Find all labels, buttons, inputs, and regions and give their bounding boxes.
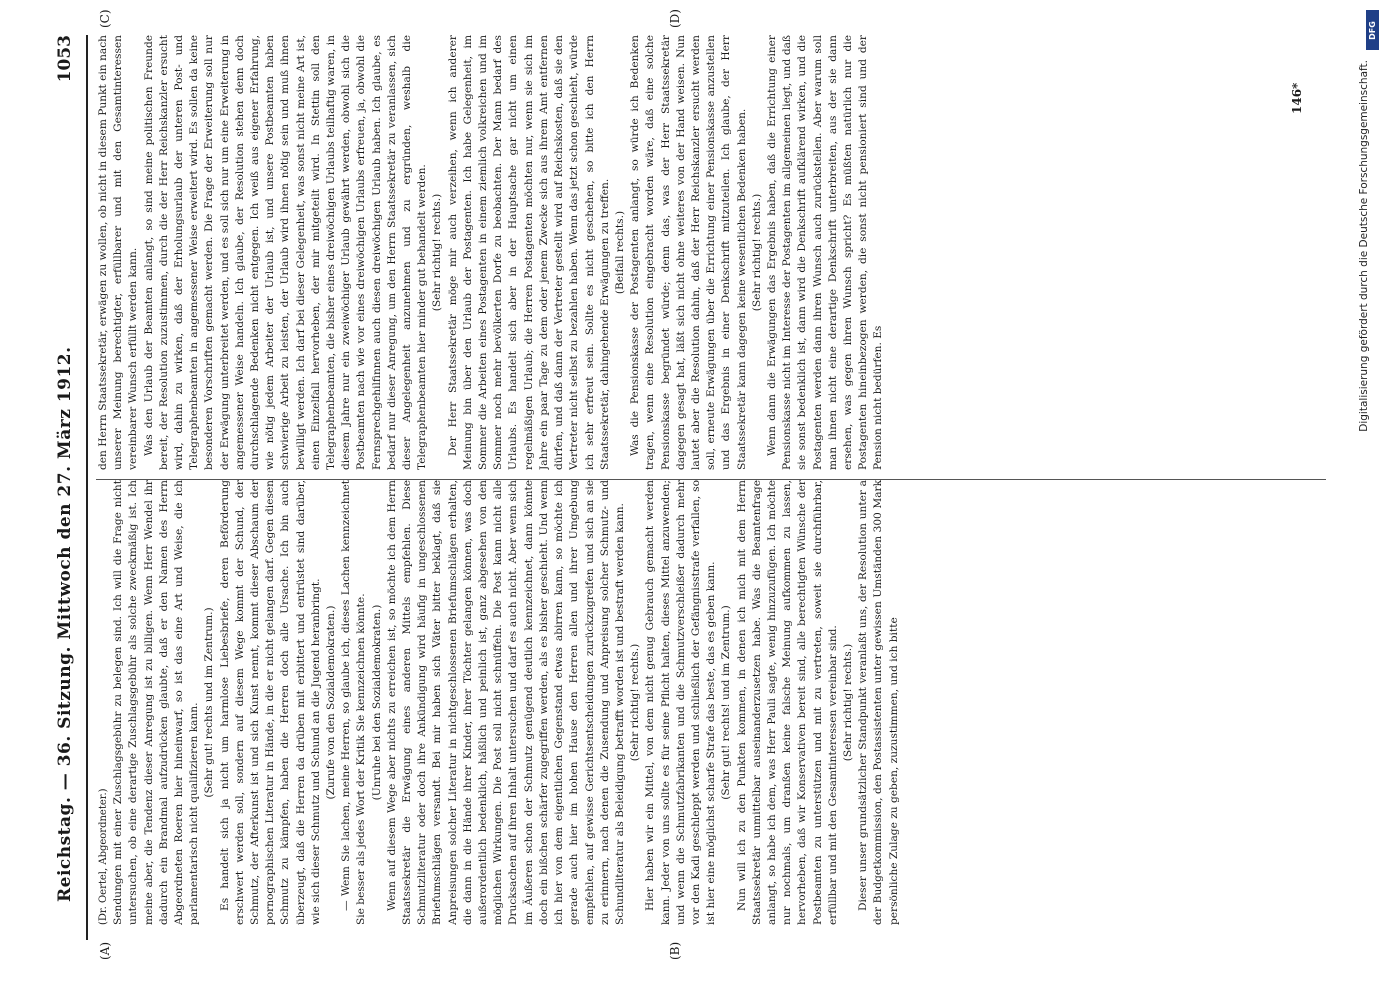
running-head: Reichstag. — 36. Sitzung. Mittwoch den 27. März 1912.: [55, 346, 75, 902]
paragraph: Nun will ich zu den Punkten kommen, in denen ich mich mit dem Herrn Staatssekretär unmittelbar auseinanderzusetzen habe. Was die Beamtenfrage anlangt, so habe ich dem, was Herr Pauli sagte, wenig hinzuzufügen. Ich möchte nur nochmals, um dranßen keine falsche Meinung aufkommen zu lassen, hervorheben, daß wir Konservativen bereit sind, alle berechtigten Wünsche der Postbeamten zu unterstützen und mit zu vertreten, soweit sie durchführbar, erfüllbar und mit den Gesamtinteressen vereinbar sind.: [735, 480, 839, 925]
interjection: (Beifall rechts.): [613, 210, 626, 295]
margin-marker-c: (C): [98, 9, 112, 28]
margin-marker-b: (B): [668, 941, 682, 960]
header-rule: [86, 35, 88, 940]
paragraph: Der Herr Staatssekretär möge mir auch verzeihen, wenn ich anderer Meinung bin über den Urlaub der Postagenten. Ich habe Gelegenheit, im Sommer die Arbeiten eines Postagenten in einem ziemlich volkreichen und im Sommer noch mehr bevölkerten Dorfe zu beobachten. Der Mann bedarf des Urlaubs. Es handelt sich aber in der Hauptsache gar nicht um einen regelmäßigen Urlaub; die Herren Postagenten möchten nur, wenn sie sich im Jahre ein paar Tage zu dem oder jenem Zwecke sich aus ihrem Amt entfernen dürfen, und daß dann der Vertreter gestellt wird auf Reichskosten, daß sie den Vertreter nicht selbst zu bezahlen haben. Wenn das jetzt schon geschieht, würde ich sehr erfreut sein. Sollte es nicht geschehen, so bitte ich den Herrn Staatssekretär, dahingehende Erwägungen zu treffen.: [446, 35, 611, 470]
interjection: (Unruhe bei den Sozialdemokraten.): [370, 604, 383, 801]
page-header: [55, 35, 85, 960]
paragraph: Sendungen mit einer Zuschlagsgebühr zu belegen sind. Ich will die Frage nicht untersuchen, ob eine derartige Zuschlagsgebühr als solche zweckmäßig ist. Ich meine aber, die Tendenz dieser Anregung ist zu billigen. Wenn Herr Wendel ihr dadurch ein Brandmal aufzudrücken glaubte, daß er den Namen des Herrn Abgeordneten Roeren hier hineinwarf, so ist das eine Art und Weise, die ich parlamentarisch nicht qualifizieren kann.: [112, 480, 201, 925]
paragraph: — Wenn Sie lachen, meine Herren, so glaube ich, dieses Lachen kennzeichnet Sie besser als jedes Wort der Kritik Sie kennzeichnen könnte.: [340, 480, 368, 925]
paragraph: Wenn dann die Erwägungen das Ergebnis haben, daß die Errichtung einer Pensionskasse nicht im Interesse der Postagenten im allgemeinen liegt, und daß sie sonst bedenklich ist, dann wird die Denkschrift aufklärend wirken, und die Postagenten werden dann ihren Wunsch auch zurückstellen. Aber warum soll man ihnen nicht eine derartige Denkschrift unterbreiten, aus der sie dann ersehen, was gegen ihren Wunsch spricht? Es müßten natürlich nur die Postagenten hineinbezogen werden, die sonst nicht pensioniert sind und der Pension nicht bedürfen. Es: [765, 35, 885, 470]
dfg-logo: [1366, 10, 1379, 50]
interjection: (Sehr richtig! rechts.): [629, 643, 642, 762]
interjection: (Sehr richtig! rechts.): [431, 193, 444, 312]
paragraph: Wenn auf diesem Wege aber nichts zu erreichen ist, so möchte ich dem Herrn Staatssekretär die Erwägung eines anderen Mittels empfehlen. Diese Schmutzliteratur oder doch ihre Ankündigung wird häufig in ungeschlossenen Briefumschlägen versandt. Bei mir haben sich Väter bitter beklagt, daß sie Anpreisungen solcher Literatur in nichtgeschlossenen Briefumschlägen erhalten, die dann in die Hände ihrer Kinder, ihrer Töchter gelangen können, was doch außerordentlich bedenklich, häßlich und peinlich ist, ganz abgesehen von den möglichen Wirkungen. Die Post soll nicht schnüffeln. Die Post kann nicht alle Drucksachen auf ihren Inhalt untersuchen und darf es auch nicht. Aber wenn sich im Äußeren schon der Schmutz genügend deutlich kennzeichnet, dann könnte doch ein bißchen schärfer zugegriffen werden, als es bisher geschieht. Und wenn ich hier von dem eigentlichen Gegenstand etwas abirren kann, so möchte ich gerade auch hier im hohen Hause den Herren allen und ihrer Umgebung empfehlen, auf gewisse Gerichtsentscheidungen zurückzugreifen und sich an sie zu erinnern, nach denen die Zusendung und Anpreisung solcher Schmutz- und Schundliteratur als Beleidigung betrafft worden ist und bestraft werden kann.: [385, 480, 626, 925]
paragraph: den Herrn Staatssekretär, erwägen zu wollen, ob nicht in diesem Punkt ein nach unserer Meinung berechtigter, erfüllbarer und mit den Gesamtinteressen vereinbarer Wunsch erfüllt werden kann.: [97, 35, 140, 470]
interjection: (Sehr gut! rechts! und im Zentrum.): [720, 605, 733, 800]
paragraph: Was den Urlaub der Beamten anlangt, so sind meine politischen Freunde bereit, der Resolution zuzustimmen, durch die der Herr Reichskanzler ersucht wird, dahin zu wirken, daß der Erholungsurlaub der unteren Post- und Telegraphenbeamten in angemessener Weise erweitert wird. Es sollen da keine besonderen Vorschriften gemacht werden. Die Frage der Erweiterung soll nur der Erwägung unterbreitet werden, und es soll sich nur um eine Erweiterung in angemessener Weise handeln. Ich glaube, der Resolution stehen denn doch durchschlagende Bedenken nicht entgegen. Ich weiß aus eigener Erfahrung, wie nötig jedem Arbeiter der Urlaub ist, und unsere Postbeamten haben schwierige Arbeit zu leisten, der Urlaub wird ihnen nötig sein und muß ihnen bewilligt werden. Ich darf bei dieser Gelegenheit, was sonst nicht meine Art ist, einen Einzelfall hervorheben, der mir mitgeteilt wird. In Stettin soll den Telegraphenbeamten, die bisher eines dreiwöchigen Urlaubs teilhaftig waren, in diesem Jahre nur ein zweiwöchiger Urlaub gewährt werden, obwohl sich die Postbeamten nach wie vor eines dreiwöchigen Urlaubs erfreuen, ja, obwohl die Fernsprechgehilfinnen auch diesen dreiwöchigen Urlaub haben. Ich glaube, es bedarf nur dieser Anregung, um den Herrn Staatssekretär zu veranlassen, sich dieser Angelegenheit anzunehmen und zu ergründen, weshalb die Telegraphenbeamten hier minder gut behandelt werden.: [142, 35, 429, 470]
paragraph: Hier haben wir ein Mittel, von dem nicht genug Gebrauch gemacht werden kann. Jeder von uns sollte es für seine Pflicht halten, dieses Mittel anzuwenden; und wenn die Schmutzfabrikanten und die Schmutzverschleißer dadurch mehr vor den Kadi geschleppt werden und schließlich der Gefängnisstrafe verfallen, so ist hier eine möglichst scharfe Strafe das beste, das es geben kann.: [644, 480, 718, 925]
left-column: [96, 480, 1353, 925]
right-column: [96, 35, 1353, 470]
digitization-credit: [1358, 60, 1376, 960]
signature-mark: 146*: [1290, 82, 1304, 114]
paragraph: Was die Pensionskasse der Postagenten anlangt, so würde ich Bedenken tragen, wenn eine Resolution eingebracht worden wäre, daß eine solche Pensionskasse begründet würde; denn das, was der Herr Staatssekretär dagegen gesagt hat, läßt sich nicht ohne weiteres von der Hand weisen. Nun lautet aber die Resolution dahin, daß der Herr Reichskanzler ersucht werden soll, erneute Erwägungen über die Errichtung einer Pensionskasse anzustellen und das Ergebnis in einer Denkschrift mitzuteilen. Ich glaube, der Herr Staatssekretär kann dagegen keine wesentlichen Bedenken haben.: [629, 35, 748, 470]
paragraph: Es handelt sich ja nicht um harmlose Liebesbriefe, deren Beförderung erschwert werden soll, sondern auf diesem Wege kommt der Schund, der Schmutz, der Afterkunst ist und sich Kunst nennt, kommt dieser Abschaum der pornographischen Literatur in Hände, in die er nicht gelangen darf. Gegen diesen Schmutz zu kämpfen, haben die Herren doch alle Ursache. Ich bin auch überzeugt, daß die Herren da drüben mit erbittert und entrüstet sind darüber, wie sich dieser Schmutz und Schund an die Jugend heranbringt.: [218, 480, 322, 925]
speaker-note: (Dr. Oertel, Abgeordneter.): [98, 788, 109, 925]
interjection: (Sehr richtig! rechts.): [841, 643, 854, 762]
interjection: (Sehr richtig! rechts.): [750, 193, 763, 312]
column-divider: [96, 479, 1326, 480]
interjection: (Sehr gut! rechts und im Zentrum.): [203, 607, 216, 798]
credit-text: Digitalisierung gefördert durch die Deutsche Forschungsgemeinschaft.: [1358, 60, 1370, 432]
margin-marker-a: (A): [98, 941, 112, 960]
page-number: 1053: [55, 35, 75, 83]
margin-marker-d: (D): [668, 9, 682, 28]
dfg-logo-text: DFG: [1368, 20, 1378, 40]
interjection: (Zurufe von den Sozialdemokraten.): [325, 605, 338, 800]
paragraph: Dieser unser grundsätzlicher Standpunkt veranlaßt uns, der Resolution unter a der Budgetkommission, den Postassistenten unter gewissen Umständen 300 Mark persönliche Zulage zu geben, zuzustimmen, und ich bitte: [857, 480, 900, 925]
